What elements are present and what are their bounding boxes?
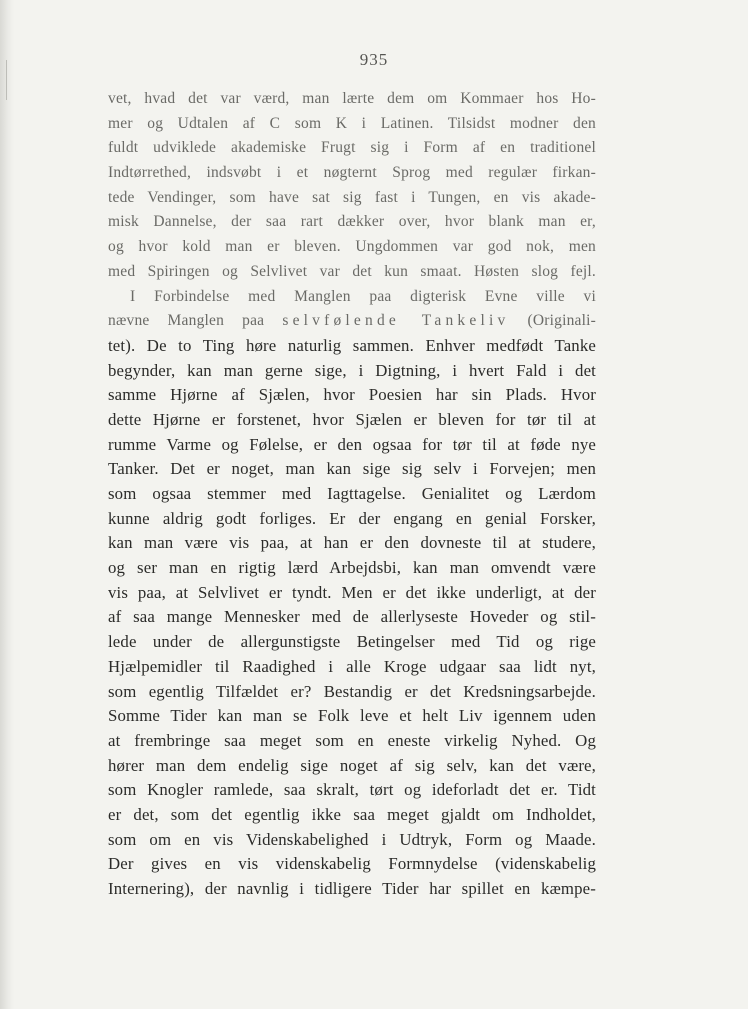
text-line: og ser man en rigtig lærd Arbejdsbi, kan man omvendt være (108, 558, 596, 578)
text-line: hører man dem endelig sige noget af sig selv, kan det være, (108, 755, 596, 775)
text-line: dette Hjørne er forstenet, hvor Sjælen er bleven for tør til at (108, 409, 596, 429)
page-binding-shadow (0, 0, 14, 1009)
text-fragment: (Originali- (509, 312, 596, 330)
text-line: fuldt udviklede akademiske Frugt sig i Form af en traditionel (108, 139, 596, 157)
paragraph-start-line: I Forbindelse med Manglen paa digterisk Evne ville vi (130, 287, 596, 305)
text-line: Hjælpemidler til Raadighed i alle Kroge udgaar saa lidt nyt, (108, 656, 596, 676)
text-line: samme Hjørne af Sjælen, hvor Poesien har sin Plads. Hvor (108, 385, 596, 405)
text-fragment: nævne Manglen paa (108, 312, 283, 330)
text-line: som egentlig Tilfældet er? Bestandig er det Kredsningsarbejde. (108, 681, 596, 701)
text-line: Tanker. Det er noget, man kan sige sig selv i Forvejen; men (108, 459, 596, 479)
text-line: at frembringe saa meget som en eneste virkelig Nyhed. Og (108, 730, 596, 750)
text-line: tede Vendinger, som have sat sig fast i Tungen, en vis akade- (108, 188, 596, 206)
emphasized-text: selvfølende Tankeliv (282, 312, 510, 330)
text-line: Indtørrethed, indsvøbt i et nøgternt Sprog med regulær firkan- (108, 164, 596, 182)
text-line: Internering), der navnlig i tidligere Tider har spillet en kæmpe- (108, 879, 596, 898)
text-line: tet). De to Ting høre naturlig sammen. Enhver medfødt Tanke (108, 335, 596, 355)
text-line: kan man være vis paa, at han er den dovneste til at studere, (108, 533, 596, 553)
body-text (108, 87, 596, 902)
text-line: misk Dannelse, der saa rart dækker over, hvor blank man er, (108, 213, 596, 231)
text-line: Somme Tider kan man se Folk leve et helt Liv igennem uden (108, 706, 596, 726)
text-line: som ogsaa stemmer med Iagttagelse. Genialitet og Lærdom (108, 484, 596, 503)
text-line: begynder, kan man gerne sige, i Digtning, i hvert Fald i det (108, 360, 596, 380)
text-line: Der gives en vis videnskabelig Formnydelse (videnskabelig (108, 854, 596, 874)
text-line: og hvor kold man er bleven. Ungdommen var god nok, men (108, 238, 596, 256)
text-line: vet, hvad det var værd, man lærte dem om Kommaer hos Ho- (108, 90, 596, 107)
text-line: er det, som det egentlig ikke saa meget gjaldt om Indholdet, (108, 804, 596, 824)
text-line: rumme Varme og Følelse, er den ogsaa for tør til at føde nye (108, 434, 596, 454)
text-line: mer og Udtalen af C som K i Latinen. Tilsidst modner den (108, 114, 596, 132)
text-line: som Knogler ramlede, saa skralt, tørt og ideforladt det er. Tidt (108, 780, 596, 800)
text-line-spaced (108, 309, 596, 334)
text-line: som om en vis Videnskabelighed i Udtryk, Form og Maade. (108, 829, 596, 849)
text-line: vis paa, at Selvlivet er tyndt. Men er det ikke underligt, at der (108, 582, 596, 602)
text-line: med Spiringen og Selvlivet var det kun smaat. Høsten slog fejl. (108, 262, 596, 280)
text-line: af saa mange Mennesker med de allerlyseste Hoveder og stil- (108, 607, 596, 627)
text-line: lede under de allergunstigste Betingelser med Tid og rige (108, 632, 596, 652)
page-number: 935 (359, 50, 389, 69)
text-line: kunne aldrig godt forliges. Er der engang en genial Forsker, (108, 508, 596, 528)
